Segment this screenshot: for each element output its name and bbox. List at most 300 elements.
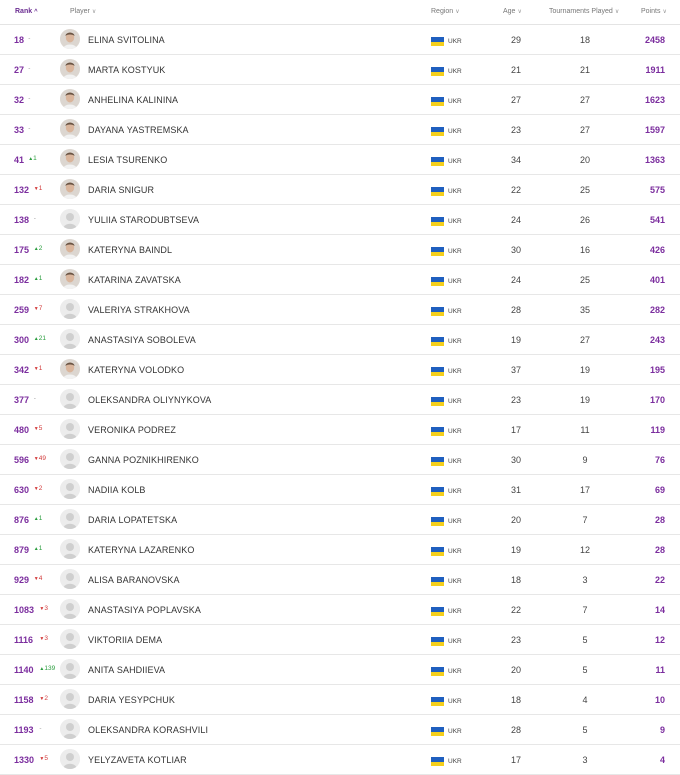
region-value: UKR	[448, 638, 462, 645]
rank-value: 1140	[14, 665, 34, 675]
ukraine-flag-icon	[431, 697, 444, 706]
player-last-name: LOPATETSKA	[118, 515, 178, 525]
age-value: 17	[510, 755, 521, 765]
player-name-link[interactable]	[88, 185, 154, 195]
tournaments-value: 21	[579, 65, 590, 75]
age-value: 37	[510, 365, 521, 375]
player-first-name: MARTA	[88, 65, 120, 75]
points-value: 12	[654, 635, 665, 645]
rank-movement	[39, 635, 48, 642]
region-value: UKR	[448, 398, 462, 405]
player-name-link[interactable]	[88, 755, 187, 765]
player-last-name: PODREZ	[137, 425, 176, 435]
tournaments-value: 5	[582, 665, 588, 675]
movement-value: 3	[44, 635, 48, 642]
region-value: UKR	[448, 158, 462, 165]
player-first-name: KATERYNA	[88, 245, 137, 255]
region-value: UKR	[448, 98, 462, 105]
age-value: 34	[510, 155, 521, 165]
avatar-placeholder-icon[interactable]	[60, 449, 80, 469]
player-name-link[interactable]	[88, 305, 190, 315]
region-value: UKR	[448, 488, 462, 495]
tournaments-value: 5	[582, 635, 588, 645]
player-photo[interactable]	[60, 269, 80, 289]
player-name-link[interactable]	[88, 725, 208, 735]
region-value: UKR	[448, 308, 462, 315]
chevron-down-icon: ∨	[662, 9, 667, 15]
sort-age-header[interactable]	[503, 8, 522, 15]
table-row[interactable]	[0, 415, 680, 445]
player-first-name: DAYANA	[88, 125, 125, 135]
rank-value: 27	[14, 65, 25, 75]
tournaments-value: 19	[579, 365, 590, 375]
arrow-down-icon: ▼	[33, 186, 39, 192]
points-value: 76	[654, 455, 665, 465]
player-photo[interactable]	[60, 359, 80, 379]
chevron-down-icon: ∨	[614, 9, 620, 15]
rank-value: 1083	[14, 605, 35, 615]
table-row[interactable]	[0, 565, 680, 595]
table-header	[0, 0, 680, 25]
rank-movement	[39, 695, 48, 702]
table-row[interactable]	[0, 25, 680, 55]
movement-value: -	[28, 95, 31, 102]
age-value: 18	[510, 695, 521, 705]
avatar-placeholder-icon[interactable]	[60, 539, 80, 559]
player-photo[interactable]	[60, 89, 80, 109]
table-row[interactable]	[0, 385, 680, 415]
age-value: 31	[510, 485, 521, 495]
player-first-name: ELINA	[88, 35, 115, 45]
player-last-name: SAHDIIEVA	[116, 665, 166, 675]
player-last-name: KOTLIAR	[147, 755, 187, 765]
table-row[interactable]	[0, 715, 680, 745]
table-row[interactable]	[0, 175, 680, 205]
player-name-link[interactable]	[88, 125, 189, 135]
table-row[interactable]	[0, 505, 680, 535]
sort-player-header[interactable]	[70, 8, 96, 15]
player-first-name: DARIA	[88, 515, 117, 525]
rank-value: 18	[14, 35, 25, 45]
player-photo[interactable]	[60, 119, 80, 139]
arrow-down-icon: ▼	[33, 456, 39, 462]
player-first-name: ALISA	[88, 575, 115, 585]
avatar-placeholder-icon[interactable]	[60, 509, 80, 529]
points-value: 282	[649, 305, 665, 315]
points-value: 170	[649, 395, 665, 405]
tournaments-header-label: Tournaments Played	[549, 8, 613, 15]
points-value: 575	[649, 185, 665, 195]
sort-tournaments-header[interactable]	[549, 8, 619, 15]
tournaments-value: 27	[579, 95, 590, 105]
age-value: 24	[510, 275, 521, 285]
player-last-name: KOSTYUK	[121, 65, 166, 75]
rank-movement	[34, 185, 43, 192]
player-name-link[interactable]	[88, 65, 165, 75]
arrow-down-icon: ▼	[33, 576, 39, 582]
rank-value: 138	[14, 215, 30, 225]
table-row[interactable]	[0, 295, 680, 325]
player-first-name: GANNA	[88, 455, 121, 465]
table-row[interactable]	[0, 205, 680, 235]
avatar-placeholder-icon[interactable]	[60, 659, 80, 679]
rank-value: 182	[14, 275, 30, 285]
points-value: 2458	[644, 35, 665, 45]
player-photo[interactable]	[60, 149, 80, 169]
avatar-placeholder-icon[interactable]	[60, 569, 80, 589]
rank-value: 342	[14, 365, 30, 375]
avatar-placeholder-icon[interactable]	[60, 479, 80, 499]
player-name-link[interactable]	[88, 515, 177, 525]
rank-movement	[34, 335, 46, 342]
region-value: UKR	[448, 758, 462, 765]
player-name-link[interactable]	[88, 695, 175, 705]
points-value: 14	[654, 605, 665, 615]
age-value: 19	[510, 545, 521, 555]
arrow-down-icon: ▼	[39, 756, 45, 762]
table-row[interactable]	[0, 445, 680, 475]
table-row[interactable]	[0, 625, 680, 655]
rank-value: 132	[14, 185, 30, 195]
rank-value: 596	[14, 455, 30, 465]
tournaments-value: 20	[579, 155, 590, 165]
tournaments-value: 35	[579, 305, 590, 315]
player-first-name: YULIIA	[88, 215, 118, 225]
rank-movement	[28, 65, 30, 72]
table-row[interactable]	[0, 685, 680, 715]
movement-value: -	[39, 725, 42, 732]
table-row[interactable]	[0, 535, 680, 565]
age-value: 28	[510, 305, 521, 315]
player-last-name: SNIGUR	[118, 185, 155, 195]
player-first-name: ANASTASIYA	[88, 335, 145, 345]
ukraine-flag-icon	[431, 157, 444, 166]
movement-value: 4	[38, 575, 43, 582]
rank-movement	[34, 485, 43, 492]
player-name-link[interactable]	[88, 395, 211, 405]
player-photo[interactable]	[60, 239, 80, 259]
rank-value: 1116	[14, 635, 34, 645]
ukraine-flag-icon	[431, 277, 444, 286]
tournaments-value: 25	[579, 185, 590, 195]
movement-value: 21	[38, 335, 46, 342]
player-last-name: BAINDL	[139, 245, 173, 255]
tournaments-value: 25	[579, 275, 590, 285]
player-first-name: VERONIKA	[88, 425, 136, 435]
points-value: 1363	[644, 155, 665, 165]
tournaments-value: 19	[579, 395, 590, 405]
rank-movement	[34, 245, 43, 252]
movement-value: 1	[38, 275, 43, 282]
table-row[interactable]	[0, 655, 680, 685]
player-last-name: KALININA	[136, 95, 179, 105]
player-photo[interactable]	[60, 179, 80, 199]
rank-value: 929	[14, 575, 30, 585]
player-name-link[interactable]	[88, 35, 165, 45]
ukraine-flag-icon	[431, 637, 444, 646]
player-name-link[interactable]	[88, 335, 196, 345]
player-first-name: ANASTASIYA	[88, 605, 145, 615]
ukraine-flag-icon	[431, 547, 444, 556]
arrow-up-icon: ▲	[33, 276, 39, 282]
tournaments-value: 7	[582, 515, 588, 525]
player-first-name: KATERYNA	[88, 545, 137, 555]
rank-value: 1193	[14, 725, 34, 735]
arrow-up-icon: ▲	[39, 666, 45, 672]
player-first-name: YELYZAVETA	[88, 755, 146, 765]
table-row[interactable]	[0, 355, 680, 385]
points-value: 541	[649, 215, 665, 225]
rank-value: 33	[14, 125, 25, 135]
table-row[interactable]	[0, 475, 680, 505]
rank-movement	[39, 605, 48, 612]
ukraine-flag-icon	[431, 337, 444, 346]
movement-value: 2	[38, 245, 43, 252]
age-value: 27	[510, 95, 521, 105]
rank-movement	[34, 365, 43, 372]
tournaments-value: 3	[582, 575, 588, 585]
rank-value: 41	[14, 155, 25, 165]
movement-value: 1	[33, 155, 37, 162]
region-value: UKR	[448, 518, 462, 525]
age-value: 30	[510, 245, 521, 255]
rank-movement	[34, 215, 36, 222]
tournaments-value: 18	[579, 35, 590, 45]
avatar-placeholder-icon[interactable]	[60, 389, 80, 409]
points-value: 4	[659, 755, 665, 765]
table-row[interactable]	[0, 55, 680, 85]
sort-rank-header[interactable]	[15, 8, 38, 15]
ukraine-flag-icon	[431, 727, 444, 736]
tournaments-value: 16	[579, 245, 590, 255]
region-value: UKR	[448, 248, 462, 255]
rank-value: 175	[14, 245, 30, 255]
tournaments-value: 12	[579, 545, 590, 555]
region-value: UKR	[448, 128, 462, 135]
region-value: UKR	[448, 428, 462, 435]
region-value: UKR	[448, 458, 462, 465]
movement-value: -	[33, 395, 36, 402]
points-value: 243	[649, 335, 665, 345]
rank-value: 259	[14, 305, 30, 315]
avatar-placeholder-icon[interactable]	[60, 749, 80, 769]
table-row[interactable]	[0, 115, 680, 145]
region-value: UKR	[448, 68, 462, 75]
tournaments-value: 5	[582, 725, 588, 735]
player-first-name: OLEKSANDRA	[88, 395, 151, 405]
chevron-down-icon: ∨	[91, 9, 97, 15]
arrow-up-icon: ▲	[33, 336, 39, 342]
player-name-link[interactable]	[88, 425, 176, 435]
movement-value: 139	[44, 665, 56, 672]
player-name-link[interactable]	[88, 545, 194, 555]
table-row[interactable]	[0, 85, 680, 115]
rank-movement	[28, 35, 30, 42]
chevron-down-icon: ∨	[455, 9, 460, 15]
chevron-down-icon: ∨	[517, 9, 522, 15]
player-photo[interactable]	[60, 29, 80, 49]
table-row[interactable]	[0, 325, 680, 355]
region-value: UKR	[448, 188, 462, 195]
player-last-name: POZNIKHIRENKO	[123, 455, 199, 465]
points-value: 195	[649, 365, 665, 375]
rank-movement	[34, 425, 43, 432]
points-value: 11	[655, 665, 665, 675]
player-last-name: LAZARENKO	[139, 545, 195, 555]
rank-value: 1330	[14, 755, 35, 765]
player-name-link[interactable]	[88, 605, 201, 615]
ukraine-flag-icon	[431, 607, 444, 616]
player-name-link[interactable]	[88, 665, 165, 675]
avatar-placeholder-icon[interactable]	[60, 689, 80, 709]
age-value: 30	[510, 455, 521, 465]
player-name-link[interactable]	[88, 275, 181, 285]
ukraine-flag-icon	[431, 517, 444, 526]
rank-movement	[34, 515, 43, 522]
arrow-up-icon: ▲	[33, 246, 39, 252]
ukraine-flag-icon	[431, 217, 444, 226]
player-name-link[interactable]	[88, 635, 162, 645]
movement-value: 7	[38, 305, 43, 312]
tournaments-value: 27	[579, 335, 590, 345]
sort-region-header[interactable]	[431, 8, 460, 15]
rank-value: 630	[14, 485, 30, 495]
chevron-up-icon: ^	[34, 9, 38, 15]
region-value: UKR	[448, 218, 462, 225]
player-last-name: TSURENKO	[116, 155, 168, 165]
region-value: UKR	[448, 728, 462, 735]
player-name-link[interactable]	[88, 365, 184, 375]
avatar-placeholder-icon[interactable]	[60, 629, 80, 649]
avatar-placeholder-icon[interactable]	[60, 599, 80, 619]
age-value: 18	[510, 575, 521, 585]
age-value: 23	[510, 125, 521, 135]
player-first-name: NADIIA	[88, 485, 119, 495]
ukraine-flag-icon	[431, 307, 444, 316]
table-row[interactable]	[0, 745, 680, 775]
player-first-name: DARIA	[88, 185, 117, 195]
region-value: UKR	[448, 668, 462, 675]
arrow-up-icon: ▲	[33, 516, 39, 522]
rank-value: 377	[14, 395, 30, 405]
player-first-name: KATARINA	[88, 275, 133, 285]
table-row[interactable]	[0, 235, 680, 265]
table-row[interactable]	[0, 595, 680, 625]
player-last-name: VOLODKO	[139, 365, 185, 375]
age-value: 28	[510, 725, 521, 735]
player-name-link[interactable]	[88, 455, 199, 465]
points-value: 9	[659, 725, 665, 735]
sort-points-header[interactable]	[641, 8, 667, 15]
ukraine-flag-icon	[431, 397, 444, 406]
age-header-label: Age	[503, 8, 516, 15]
age-value: 23	[510, 635, 521, 645]
table-row[interactable]	[0, 145, 680, 175]
age-value: 22	[510, 605, 521, 615]
avatar-placeholder-icon[interactable]	[60, 419, 80, 439]
player-name-link[interactable]	[88, 215, 199, 225]
player-name-link[interactable]	[88, 95, 178, 105]
region-value: UKR	[448, 608, 462, 615]
movement-value: 1	[38, 545, 43, 552]
points-value: 426	[649, 245, 665, 255]
points-value: 119	[650, 425, 665, 435]
avatar-placeholder-icon[interactable]	[60, 719, 80, 739]
tournaments-value: 26	[579, 215, 590, 225]
points-value: 401	[649, 275, 665, 285]
rank-value: 480	[14, 425, 30, 435]
points-value: 1597	[644, 125, 665, 135]
avatar-placeholder-icon[interactable]	[60, 299, 80, 319]
region-value: UKR	[448, 368, 462, 375]
points-value: 1623	[644, 95, 665, 105]
arrow-down-icon: ▼	[33, 426, 39, 432]
rank-movement	[34, 575, 43, 582]
rank-value: 1158	[14, 695, 34, 705]
player-last-name: POPLAVSKA	[146, 605, 201, 615]
player-last-name: YASTREMSKA	[126, 125, 189, 135]
arrow-up-icon: ▲	[28, 156, 34, 162]
movement-value: 2	[44, 695, 48, 702]
player-name-link[interactable]	[88, 245, 172, 255]
rank-movement	[39, 725, 41, 732]
points-value: 28	[654, 515, 665, 525]
movement-value: 49	[38, 455, 46, 462]
table-body	[0, 25, 680, 775]
rank-movement	[28, 125, 30, 132]
age-value: 24	[510, 215, 521, 225]
ukraine-flag-icon	[431, 487, 444, 496]
player-name-link[interactable]	[88, 485, 146, 495]
ukraine-flag-icon	[431, 187, 444, 196]
age-value: 17	[510, 425, 521, 435]
tournaments-value: 17	[579, 485, 590, 495]
arrow-down-icon: ▼	[33, 306, 39, 312]
avatar-placeholder-icon[interactable]	[60, 209, 80, 229]
player-last-name: DEMA	[135, 635, 163, 645]
rank-movement	[39, 755, 48, 762]
player-name-link[interactable]	[88, 575, 180, 585]
player-first-name: LESIA	[88, 155, 115, 165]
rank-value: 32	[14, 95, 25, 105]
tournaments-value: 27	[579, 125, 590, 135]
ukraine-flag-icon	[431, 427, 444, 436]
rank-movement	[28, 155, 37, 162]
table-row[interactable]	[0, 265, 680, 295]
arrow-down-icon: ▼	[33, 486, 39, 492]
movement-value: -	[28, 125, 31, 132]
region-value: UKR	[448, 338, 462, 345]
avatar-placeholder-icon[interactable]	[60, 329, 80, 349]
age-value: 19	[510, 335, 521, 345]
player-header-label: Player	[70, 8, 90, 15]
player-first-name: ANHELINA	[88, 95, 134, 105]
ukraine-flag-icon	[431, 757, 444, 766]
region-header-label: Region	[431, 8, 454, 15]
movement-value: -	[33, 215, 36, 222]
movement-value: 2	[38, 485, 43, 492]
movement-value: 3	[44, 605, 48, 612]
player-last-name: YESYPCHUK	[118, 695, 175, 705]
movement-value: 1	[38, 515, 43, 522]
player-photo[interactable]	[60, 59, 80, 79]
player-last-name: OLIYNYKOVA	[153, 395, 212, 405]
player-last-name: KOLB	[121, 485, 146, 495]
tournaments-value: 7	[582, 605, 588, 615]
player-name-link[interactable]	[88, 155, 167, 165]
player-first-name: ANITA	[88, 665, 115, 675]
rank-header-label: Rank	[15, 8, 33, 15]
